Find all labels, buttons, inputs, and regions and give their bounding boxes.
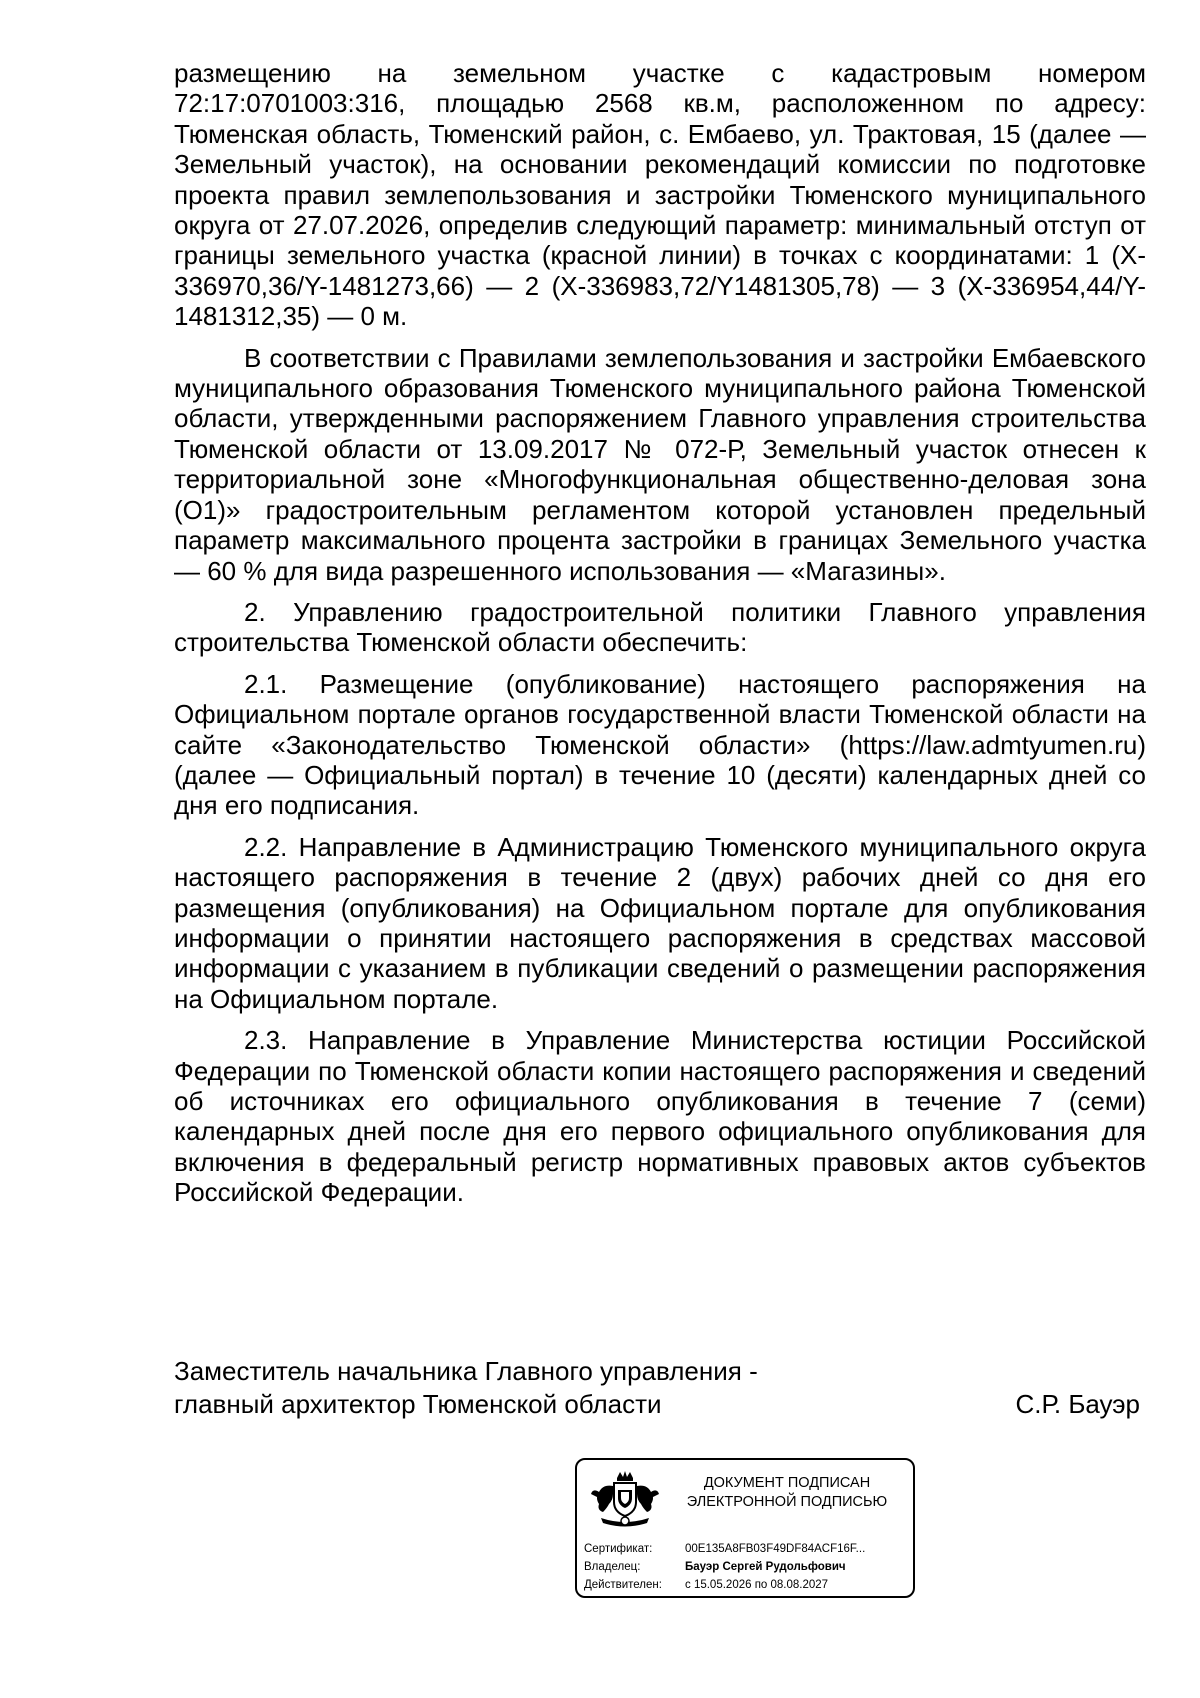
paragraph-land-plot-parameters: размещению на земельном участке с кадастровым номером 72:17:0701003:316, площадью 2568 кв.м, расположенном по адресу: Тюменская область, Тюменский район, с. Ембаево, ул. Трактовая, 15 (далее — Земельный участок), на основании рекомендаций комиссии по подготовке проекта правил землепользования и застройки Тюменского муниципального округа от 27.07.2026, определив следующий параметр: минимальный отступ от границы земельного участка (красной линии) в точках с координатами: 1 (X-336970,36/Y-1481273,66) — 2 (X-336983,72/Y1481305,78) — 3 (X-336954,44/Y-1481312,35) — 0 м. bbox=[174, 58, 1146, 332]
tyumen-region-coat-of-arms-icon bbox=[587, 1468, 663, 1530]
stamp-row-validity bbox=[584, 1576, 910, 1594]
stamp-row-certificate bbox=[584, 1540, 910, 1558]
certificate-value: 00E135A8FB03F49DF84ACF16F... bbox=[685, 1543, 866, 1555]
stamp-row-owner bbox=[584, 1558, 910, 1576]
paragraph-item-2-3: 2.3. Направление в Управление Министерства юстиции Российской Федерации по Тюменской области копии настоящего распоряжения и сведений об источниках его официального опубликования в течение 7 (семи) календарных дней после дня его первого официального опубликования для включения в федеральный регистр нормативных правовых актов субъектов Российской Федерации. bbox=[174, 1025, 1146, 1208]
paragraph-item-2: 2. Управлению градостроительной политики Главного управления строительства Тюменской области обеспечить: bbox=[174, 596, 1146, 658]
paragraph-zoning-rules: В соответствии с Правилами землепользования и застройки Ембаевского муниципального образования Тюменского муниципального района Тюменской области, утвержденными распоряжением Главного управления строительства Тюменской области от 13.09.2017 № 072-Р, Земельный участок отнесен к территориальной зоне «Многофункциональная общественно-деловая зона (О1)» градостроительным регламентом которой установлен предельный параметр максимального процента застройки в границах Земельного участка — 60 % для вида разрешенного использования — «Магазины». bbox=[174, 342, 1146, 586]
signatory-name: С.Р. Бауэр bbox=[1015, 1389, 1140, 1419]
signatory-position bbox=[174, 1355, 1146, 1421]
stamp-heading-line-1: ДОКУМЕНТ ПОДПИСАН bbox=[703, 1475, 871, 1491]
paragraph-item-2-1: 2.1. Размещение (опубликование) настоящего распоряжения на Официальном портале органов государственной власти Тюменской области на сайте «Законодательство Тюменской области» (https://law.admtyumen.ru) (далее — Официальный портал) в течение 10 (десяти) календарных дней со дня его подписания. bbox=[174, 668, 1146, 821]
owner-value: Бауэр Сергей Рудольфович bbox=[685, 1561, 846, 1573]
paragraph-item-2-2: 2.2. Направление в Администрацию Тюменского муниципального округа настоящего распоряжения в течение 2 (двух) рабочих дней со дня его размещения (опубликования) на Официальном портале для опубликования информации о принятии настоящего распоряжения в средствах массовой информации с указанием в публикации сведений о размещении распоряжения на Официальном портале. bbox=[174, 831, 1146, 1014]
stamp-heading-line-2: ЭЛЕКТРОННОЙ ПОДПИСЬЮ bbox=[686, 1494, 888, 1510]
signatory-position-line-1: Заместитель начальника Главного управления - bbox=[174, 1356, 758, 1386]
stamp-details bbox=[584, 1540, 910, 1594]
owner-label: Владелец: bbox=[584, 1561, 641, 1573]
signatory-position-line-2: главный архитектор Тюменской области bbox=[174, 1389, 662, 1419]
validity-value: с 15.05.2026 по 08.08.2027 bbox=[685, 1579, 829, 1591]
signature-block bbox=[174, 1355, 1146, 1421]
electronic-signature-stamp bbox=[575, 1458, 915, 1598]
certificate-label: Сертификат: bbox=[584, 1543, 653, 1555]
document-body bbox=[174, 58, 1146, 1219]
validity-label: Действителен: bbox=[584, 1579, 662, 1591]
stamp-heading bbox=[663, 1474, 911, 1512]
